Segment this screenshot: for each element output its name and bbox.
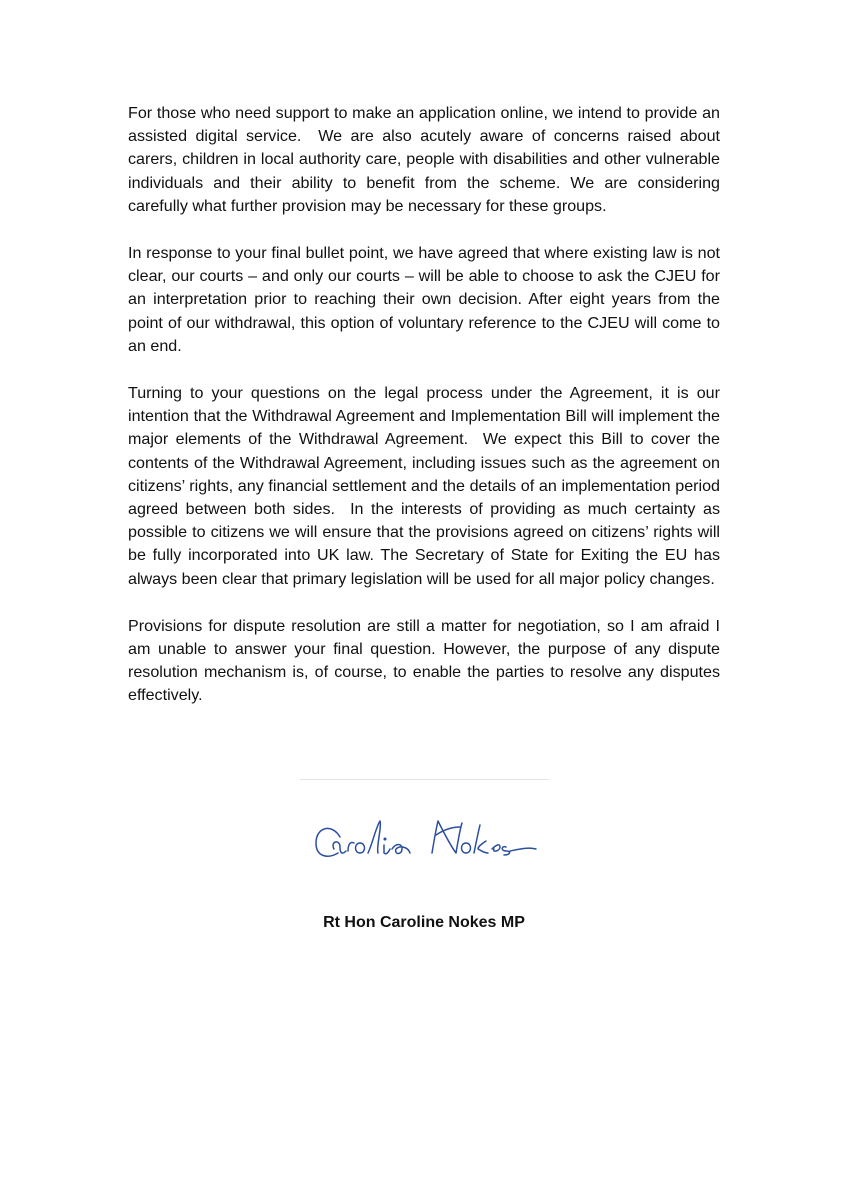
paragraph-dispute-resolution: Provisions for dispute resolution are still a matter for negotiation, so I am afraid I am unable to answer your final question. However, the purpose of any dispute resolution mechanism is, of course, to enable the parties to resolve any disputes effectively.	[128, 616, 725, 705]
letter-body	[128, 102, 725, 732]
paragraph-legal-process: Turning to your questions on the legal process under the Agreement, it is our intention that the Withdrawal Agreement and Implementation Bill will implement the major elements of the Withdrawal Agreement. We expect this Bill to cover the contents of the Withdrawal Agreement, including issues such as the agreement on citizens’ rights, any financial settlement and the details of an implementation period agreed between both sides. In the interests of providing as much certainty as possible to citizens we will ensure that the provisions agreed on citizens’ rights will be fully incorporated into UK law. The Secretary of State for Exiting the EU has always been clear that primary legislation will be used for all major policy changes.	[128, 384, 725, 588]
paragraph-assisted-digital: For those who need support to make an application online, we intend to provide an assisted digital service. We are also acutely aware of concerns raised about carers, children in local authority care, people with disabilities and other vulnerable individuals and their ability to benefit from the scheme. We are considering carefully what further provision may be necessary for these groups.	[128, 104, 725, 215]
paragraph-cjeu-reference: In response to your final bullet point, we have agreed that where existing law is not clear, our courts – and only our courts – will be able to choose to ask the CJEU for an interpretation prior to reaching their own decision. After eight years from the point of our withdrawal, this option of voluntary reference to the CJEU will come to an end.	[128, 244, 725, 355]
handwritten-signature	[310, 797, 550, 877]
signature-rule	[300, 779, 549, 780]
signature-block	[300, 779, 550, 879]
signatory-name: Rt Hon Caroline Nokes MP	[323, 914, 525, 931]
